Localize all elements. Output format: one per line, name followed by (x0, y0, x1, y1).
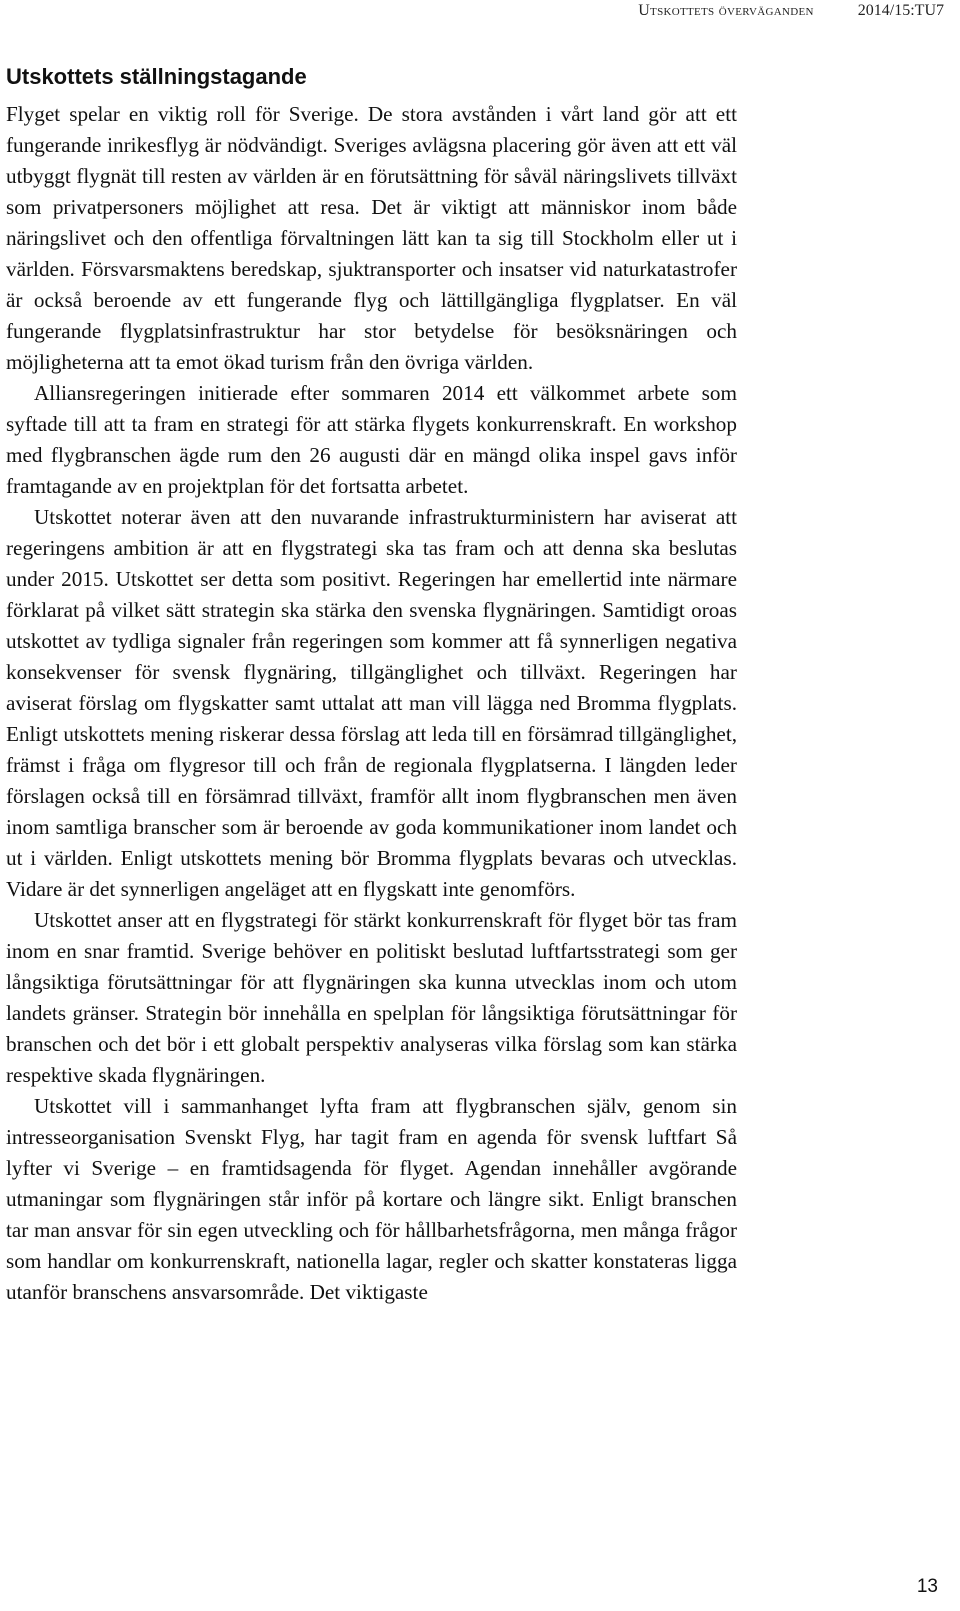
running-head (638, 0, 944, 22)
running-head-section: Utskottets överväganden (638, 2, 814, 19)
paragraph-3: Utskottet noterar även att den nuvarande infrastrukturministern har aviserat att regeringens ambition är att en flygstrategi ska tas fram och att denna ska beslutas under 2015. Utskottet ser detta som positivt. Regeringen har emellertid inte närmare förklarat på vilket sätt strategin ska stärka den svenska flygnäringen. Samtidigt oroas utskottet av tydliga signaler från regeringen som kommer att få synnerligen negativa konsekvenser för svensk flygnäring, tillgänglighet och tillväxt. Regeringen har aviserat förslag om flygskatter samt uttalat att man vill lägga ned Bromma flygplats. Enligt utskottets mening riskerar dessa förslag att leda till en försämrad tillgänglighet, främst i fråga om flygresor till och från de regionala flygplatserna. I längden leder förslagen också till en försämrad tillväxt, framför allt inom flygbranschen men även inom samtliga branscher som är beroende av goda kommunikationer inom landet och ut i världen. Enligt utskottets mening bör Bromma flygplats bevaras och utvecklas. Vidare är det synnerligen angeläget att en flygskatt inte genomförs. (6, 505, 737, 901)
paragraph-2: Alliansregeringen initierade efter sommaren 2014 ett välkommet arbete som syftade till att ta fram en strategi för att stärka flygets konkurrenskraft. En workshop med flygbranschen ägde rum den 26 augusti där en mängd olika inspel gavs inför framtagande av en projektplan för det fortsatta arbetet. (6, 381, 737, 498)
page-number: 13 (916, 1576, 938, 1597)
body-text (6, 99, 737, 1308)
paragraph-1: Flyget spelar en viktig roll för Sverige. De stora avstånden i vårt land gör att ett fungerande inrikesflyg är nödvändigt. Sveriges avlägsna placering gör även att ett väl utbyggt flygnät till resten av världen är en förutsättning för såväl näringslivets tillväxt som privatpersoners möjlighet att resa. Det är viktigt att människor inom både näringslivet och den offentliga förvaltningen lätt kan ta sig till Stockholm eller ut i världen. Försvarsmaktens beredskap, sjuktransporter och insatser vid naturkatastrofer är också beroende av ett fungerande flyg och lättillgängliga flygplatser. En väl fungerande flygplatsinfrastruktur har stor betydelse för besöksnäringen och möjligheterna att ta emot ökad turism från den övriga världen. (6, 102, 737, 374)
section-heading: Utskottets ställningstagande (6, 64, 307, 89)
document-reference: 2014/15:TU7 (857, 2, 944, 19)
paragraph-4: Utskottet anser att en flygstrategi för stärkt konkurrenskraft för flyget bör tas fram inom en snar framtid. Sverige behöver en politiskt beslutad luftfartsstrategi som ger långsiktiga förutsättningar för att flygnäringen ska kunna utvecklas inom och utom landets gränser. Strategin bör innehålla en spelplan för långsiktiga förutsättningar för branschen och det bör i ett globalt perspektiv analyseras vilka förslag som kan stärka respektive skada flygnäringen. (6, 908, 737, 1087)
paragraph-5: Utskottet vill i sammanhanget lyfta fram att flygbranschen själv, genom sin intresseorganisation Svenskt Flyg, har tagit fram en agenda för svensk luftfart Så lyfter vi Sverige – en framtidsagenda för flyget. Agendan innehåller avgörande utmaningar som flygnäringen står inför på kortare och längre sikt. Enligt branschen tar man ansvar för sin egen utveckling och för hållbarhetsfrågorna, men många frågor som handlar om konkurrenskraft, nationella lagar, regler och skatter konstateras ligga utanför branschens ansvarsområde. Det viktigaste (6, 1094, 737, 1304)
